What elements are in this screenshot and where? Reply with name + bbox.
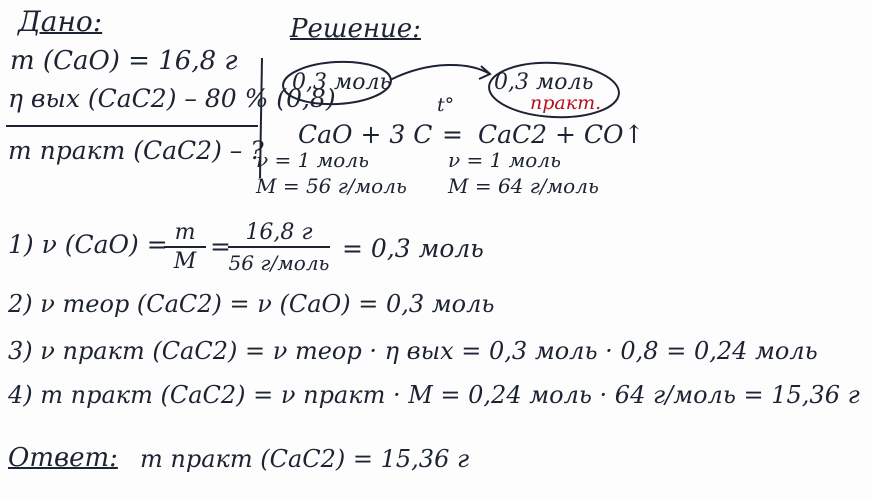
step3-line: 3) ν практ (CaC2) = ν теор · η вых = 0,3 моль · 0,8 = 0,24 моль <box>8 337 818 365</box>
connecting-arrow-curve <box>390 65 490 80</box>
right-amount: ν = 1 моль <box>448 148 561 172</box>
equation-right: CaC2 + CO↑ <box>478 120 645 149</box>
step1-fraction1-numerator: m <box>174 220 196 245</box>
equation-sign: = <box>442 120 463 149</box>
equation-condition: t° <box>437 94 455 116</box>
given-find-line: m практ (CaC2) – ? <box>8 136 264 165</box>
step1-left: 1) ν (CaO) = <box>8 230 168 259</box>
given-yield-line: η вых (CaC2) – 80 % (0,8) <box>8 84 336 113</box>
step1-fraction2-denominator: 56 г/моль <box>228 251 330 275</box>
left-molar-mass: M = 56 г/моль <box>256 174 407 198</box>
step1-equals: = <box>210 232 231 261</box>
connecting-arrow-head <box>479 66 490 79</box>
right-molar-mass: M = 64 г/моль <box>448 174 599 198</box>
right-oval-label: 0,3 моль <box>494 70 594 95</box>
step1-fraction1-denominator: M <box>173 249 197 274</box>
step4-line: 4) m практ (CaC2) = ν практ · M = 0,24 моль · 64 г/моль = 15,36 г <box>8 381 860 409</box>
left-amount: ν = 1 моль <box>256 148 369 172</box>
step1-fraction2-numerator: 16,8 г <box>245 220 313 245</box>
answer-text: m практ (CaC2) = 15,36 г <box>140 445 470 473</box>
step2-line: 2) ν теор (CaC2) = ν (CaO) = 0,3 моль <box>8 290 495 318</box>
answer-label: Ответ: <box>8 443 118 473</box>
right-oval-note: практ. <box>530 92 602 114</box>
left-oval-label: 0,3 моль <box>292 70 392 95</box>
step1-result: = 0,3 моль <box>342 234 484 263</box>
given-heading: Дано: <box>18 5 103 38</box>
equation-left: CaO + 3 C <box>298 120 433 149</box>
solution-heading: Решение: <box>290 14 421 44</box>
given-mass-line: m (CaO) = 16,8 г <box>10 46 238 76</box>
